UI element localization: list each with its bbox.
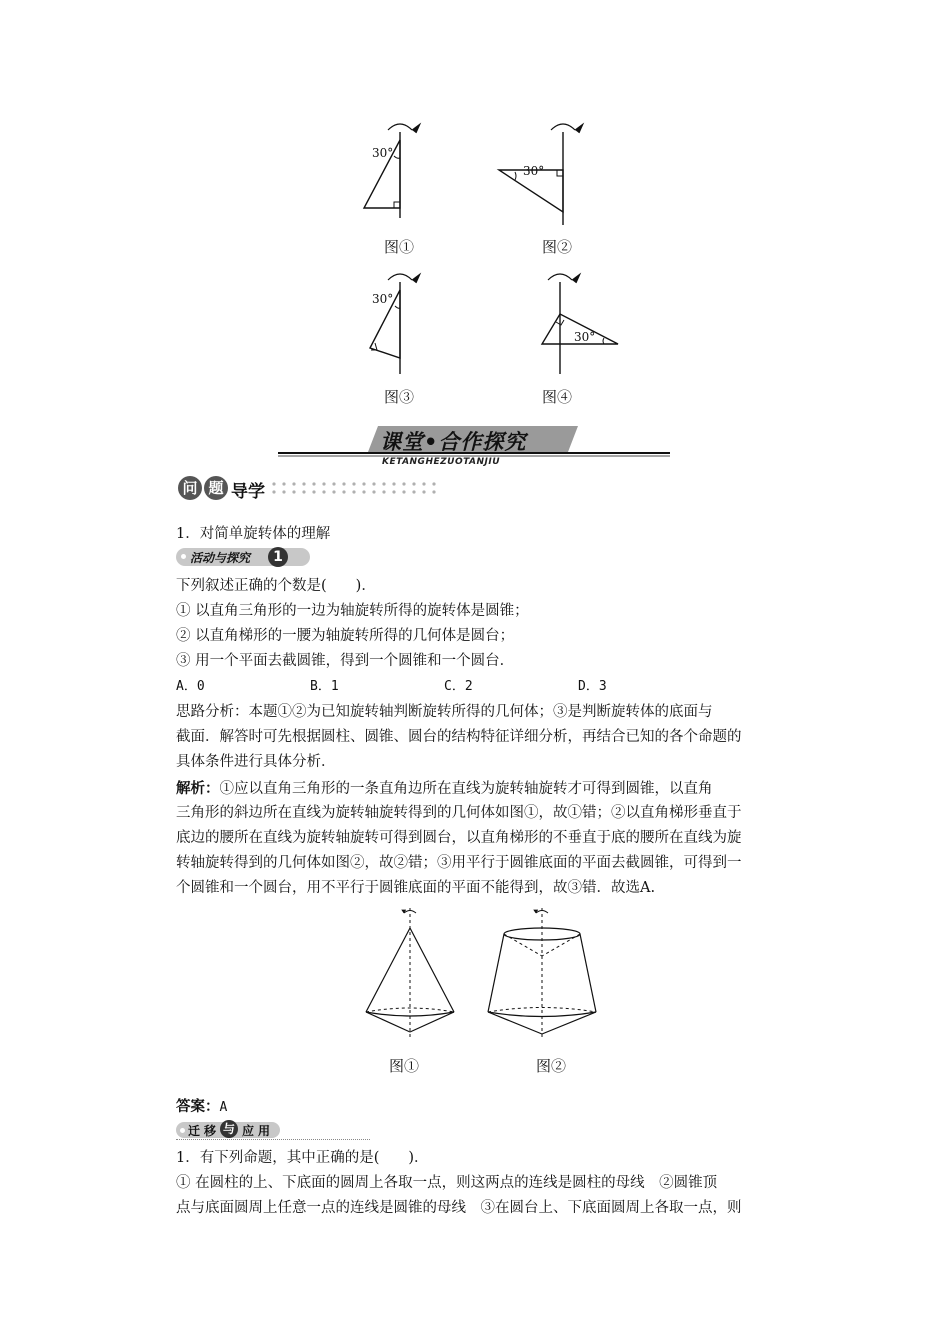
statement-1: ① 以直角三角形的一边为轴旋转所得的旋转体是圆锥； <box>176 603 529 619</box>
banner-title: 课堂•合作探究 <box>380 430 527 454</box>
answer-value: A <box>219 1100 228 1115</box>
figure-1-caption: 图① <box>384 238 415 256</box>
solution-line-2: 三角形的斜边所在直线为旋转轴旋转得到的几何体如图①，故①错；②以直角梯形垂直于 <box>176 805 742 821</box>
figure-1-triangle-rotation <box>350 120 460 220</box>
activity-pill-label: 活动与探究 <box>190 551 251 565</box>
transfer-char-1: 迁 <box>188 1124 201 1138</box>
transfer-char-5: 用 <box>258 1124 271 1138</box>
pill-dot-icon <box>181 554 186 559</box>
figure-4-triangle-rotation <box>510 270 630 380</box>
exercise-line-1: ① 在圆柱的上、下底面的圆周上各取一点，则这两点的连线是圆柱的母线 ②圆锥顶 <box>176 1175 718 1191</box>
figure-2-triangle-rotation <box>495 120 605 230</box>
activity-pill-number: 1 <box>268 547 288 567</box>
solution-line-5: 个圆锥和一个圆台，用不平行于圆锥底面的平面不能得到，故③错．故选A. <box>176 880 656 896</box>
topic-heading: 1．对简单旋转体的理解 <box>176 526 331 542</box>
option-b: B．1 <box>310 679 339 694</box>
figure-2-angle-label: 30° <box>523 164 545 178</box>
solid-figure-2-frustum-with-cone <box>482 908 612 1048</box>
solution-first-text: ①应以直角三角形的一条直角边所在直线为旋转轴旋转才可得到圆锥，以直角 <box>219 781 713 797</box>
transfer-underline <box>176 1139 370 1140</box>
statement-3: ③ 用一个平面去截圆锥，得到一个圆锥和一个圆台． <box>176 653 515 669</box>
section-header-rest: 导学 <box>231 482 265 502</box>
analysis-line-1: 思路分析：本题①②为已知旋转轴判断旋转所得的几何体；③是判断旋转体的底面与 <box>176 704 713 720</box>
statement-2: ② 以直角梯形的一腰为轴旋转所得的几何体是圆台； <box>176 628 515 644</box>
exercise-stem: 1．有下列命题，其中正确的是( )． <box>176 1150 429 1166</box>
answer-line <box>176 1094 227 1120</box>
solid-figure-2-caption: 图② <box>536 1057 567 1075</box>
option-d: D．3 <box>578 679 607 694</box>
badge-char-2: 题 <box>204 476 228 500</box>
figure-4-caption: 图④ <box>542 388 573 406</box>
figure-3-caption: 图③ <box>384 388 415 406</box>
transfer-char-4: 应 <box>242 1124 255 1138</box>
figure-2-caption: 图② <box>542 238 573 256</box>
answer-label: 答案： <box>176 1098 220 1115</box>
analysis-line-2: 截面．解答时可先根据圆柱、圆锥、圆台的结构特征详细分析，再结合已知的各个命题的 <box>176 729 742 745</box>
figure-3-triangle-rotation <box>350 270 460 380</box>
badge-char-1: 问 <box>178 476 202 500</box>
figure-1-angle-label: 30° <box>372 146 394 160</box>
transfer-char-2: 移 <box>204 1124 217 1138</box>
solid-figure-1-caption: 图① <box>389 1057 420 1075</box>
solution-first-line <box>176 776 713 802</box>
solution-label: 解析： <box>176 780 220 797</box>
solid-figure-1-double-cone <box>360 908 460 1048</box>
solution-line-3: 底边的腰所在直线为旋转轴旋转可得到圆台，以直角梯形的不垂直于底的腰所在直线为旋 <box>176 830 742 846</box>
banner-subtitle: KETANGHEZUOTANJIU <box>382 457 501 467</box>
exercise-line-2: 点与底面圆周上任意一点的连线是圆锥的母线 ③在圆台上、下底面圆周上各取一点，则 <box>176 1200 742 1216</box>
analysis-line-3: 具体条件进行具体分析． <box>176 754 336 770</box>
option-a: A．0 <box>176 679 205 694</box>
transfer-pill-dot-icon <box>180 1128 185 1133</box>
question-stem: 下列叙述正确的个数是( )． <box>176 578 376 594</box>
dotted-divider <box>270 480 440 496</box>
option-c: C．2 <box>444 679 473 694</box>
solution-line-4: 转轴旋转得到的几何体如图②，故②错；③用平行于圆锥底面的平面去截圆锥，可得到一 <box>176 855 742 871</box>
figure-3-angle-label: 30° <box>372 292 394 306</box>
figure-4-angle-label: 30° <box>574 330 596 344</box>
transfer-char-3: 与 <box>220 1120 238 1138</box>
